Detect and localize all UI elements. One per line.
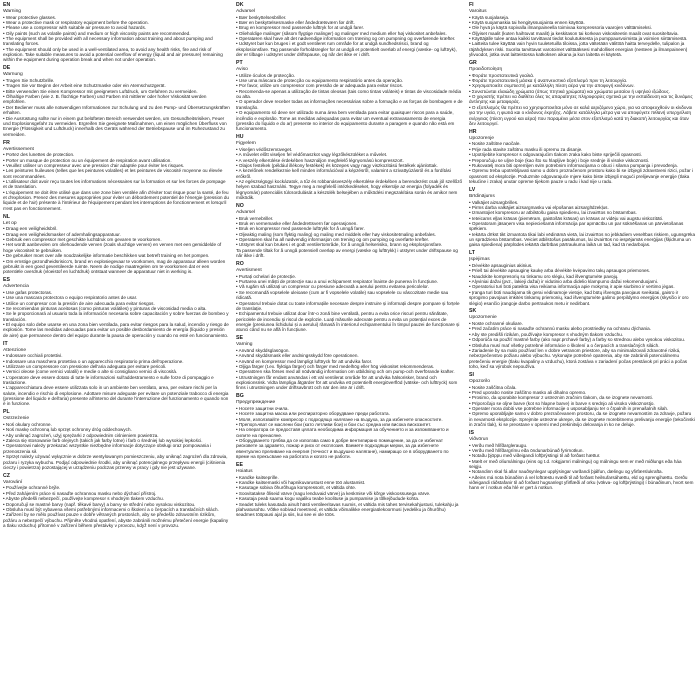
column-left [3,3,230,532]
warning-bullet: • Ο χειριστής πρέπει να διαθέτει όλες τις απαραίτητες πληροφορίες σχετικά με την εκπαίδευση και τις δυνάμεις άντλησης και μεταφοράς. [469,94,693,105]
warning-heading: Warning [3,8,22,14]
warning-bullet: • Die Ausrüstung sollte nur in einem gut belüfteten Bereich verwendet werden, um Gesundheitsrisiken, Feuer und Explosionsgefahr zu vermeiden. Ergreifen Sie geeignete Maßnahmen, um einen möglichen Überfluss von Energie (Flüssigkeit und Luftdruck) innerhalb des Geräts während der Betriebspause und im Ruhezustand zu vermeiden. [3,115,227,137]
language-code: FR [3,139,10,146]
warning-bullet: • Preporučuju se uljne boje (kao što su hlapljive boje) i boje srednje ili visoke viskoznosti. [469,157,650,163]
language-code: IT [3,340,8,347]
warning-bullet: • Operatören ska förses med all nödvändig information om utbildning och om pump-och överförande krafter. [236,369,455,375]
warning-bullet: • Käyttäjälle tulee antaa kaikki tarvittavat tiedot koulutuksesta ja pumppausvoimista ja voimien siirtämisestä. [469,36,688,42]
warning-bullet: • Utilize óculos de protecção. [236,72,296,78]
language-section-si [469,373,696,427]
column-middle [236,3,463,521]
warning-bullet: • Utrustningen får endast användas i ett väl ventilerat område för att undvika hälsorisker, brand och explosionsrisk. Vidta lämpliga åtgärder för att undvika ett potentiellt energiöverflöd (vätske- och lufttryck) som finns i utrustningen under driftsavbrott och när den inte är i drift. [236,374,458,391]
warning-bullet: • Indossare occhiali protettivi. [3,353,63,359]
warning-bullet: • Draag een veiligheidsmasker of ademhalingsapparatuur. [3,231,121,237]
warning-heading: Let op [3,220,17,226]
warning-bullet: • Noś maskę ochronną lub sprzęt ochronny dróg oddechowych. [3,427,132,433]
warning-bullet: • Operatøren skal have alt det nødvendige information om træning og om pumpning og overførende kræfter. [236,36,456,42]
warning-bullet: • O equipamento só deve ser utilizado numa área bem ventilada para evitar quaisquer riscos para a saúde, incêndio e explosão. Tome as medidas adequadas para evitar um eventual extravasamento de energia (pressão do líquido e do ar) presente no interior do equipamento durante a paragem e quando não está em funcionamento. [236,110,455,132]
warning-bullet: • Purtați ochelari de protecție. [236,273,297,279]
language-code: PL [3,409,10,416]
warning-bullet: • Bær beskyttelsesbriller. [236,14,287,20]
language-section-es [3,278,230,338]
warning-bullet: • Käytä suojamaskia tai hengityssuojainta ennen käyttöä. [469,19,585,25]
warning-bullet: • Φοράτε προστατευτική μάσκα ή αναπνευστικό εξοπλισμό πριν τη λειτουργία. [469,78,628,84]
warning-heading: Upozornenie [469,315,497,321]
warning-bullet: • Indossare una maschera protettiva o un apparecchio respiratorio prima dell'operazione. [3,358,184,364]
warning-bullet: • Zaleca się stosowanie farb olejnych (takich jak farby lotne) i farb o średniej lub wysokiej lepkości. [3,438,203,444]
warning-heading: Aviso [236,67,248,73]
warning-bullet: • Nosite zaštitne naočale. [469,141,521,147]
language-section-en [3,3,230,63]
language-section-de [3,66,230,137]
warning-bullet: • Ieteicams eļļas krāsas (piemēram, gaistošās krāsas) un krāsas ar vidēju vai augstu viskozitāti. [469,215,664,221]
warning-bullet: • Bruk vernebriller. [236,215,274,221]
warning-bullet: • Naudokite kompresorių su tinkamu oro slėgiu, kad išvengtumėte pavojų. [469,273,619,279]
language-section-fr [3,141,230,212]
warning-bullet: • Porter un masque de protection ou un équipement de respiration avant utilisation. [3,157,172,163]
warning-bullet: • Verðu með hlífðargleraugu. [469,442,528,448]
warning-bullet: • Opremo uporabljajte samo v dobro prezračevanem prostoru, da se izognete nevarnostim za zdravje, požaru in nevarnosti eksplozije. Sprejmite ustrezne ukrepe, da se izognete morebitnemu prelivanju energije (tekočinski in zračni tlak), ki se preostane v opremi med prekinitvijo delovanja in ko ne deluje. [469,411,695,428]
warning-bullet: • Φοράτε προστατευτικά γυαλιά. [469,72,535,78]
warning-bullet: • Operatøren skal ha all nødvendig informasjon om trening og om pumping og overførte krefter. [236,237,430,243]
warning-bullet: • Het wordt aanbevolen om oliehoudende verven (zoals vluchtige verven) en verven met een gemiddelde of hoge viscositeit te gebruiken. [3,242,222,253]
warning-bullet: • Les peintures huileuses (telles que les peintures volatiles) et les peintures de viscosité moyenne ou élevée sont recommandées. [3,168,223,179]
warning-bullet: • Use gafas protectoras. [3,289,53,295]
language-section-fi [469,3,696,57]
warning-bullet: • L'operatore deve essere dotato di tutte le informazioni sull'addestramento e sulle forze di pompaggio e traslazione. [3,374,214,386]
warning-bullet: • O operador deve receber todas as informações necessárias sobre a formação e as forças de bombagem e de translação. [236,99,463,110]
warning-bullet: • Utilizzare un compressore con pressione dell'aria adeguata per evitare pericoli. [3,363,167,369]
warning-bullet: • Obsluha musí být vybavena všemi potřebnými informacemi o školení a o čerpacích a translačních silách. [3,506,219,512]
warning-heading: Advarsel [236,210,256,215]
language-code: CZ [3,472,10,479]
warning-bullet: • Συνιστώνται ελαιώδη χρώματα (όπως πτητικά χρώματα) και χρώματα μεσαίου ή υψηλού ιξώδους. [469,88,670,94]
warning-bullet: • Udstyret bør kun bruges i et godt ventileret rum område for at undgå sundhedsrisici, brand og eksplosionsfare. Tag passende forholdsregler for at undgå et potentielt overløb af energi (væske- og lufttryk), der er tilbage i udstyret under driftspause, og når det ikke er i drift. [236,41,457,58]
warning-bullet: • Prije rada stavite zaštitnu masku ili opremu za disanje. [469,146,583,152]
warning-bullet: • Notaðu þjöppu með viðeigandi loftþrýstingi til að forðast hættur. [469,453,601,459]
warning-bullet: • Noste ochranné okuliare. [469,321,523,327]
warning-bullet: • Om ernstige gezondheidsrisico's, brand en explosiegevaar te voorkomen, mag de apparatuur alleen worden gebruikt in een goed geventileerde ruimte. Neem de nodige maatregelen om te voorkomen dat er een potentiële overdruk (vloeistof en luchtdruk) ontstaat wanneer de apparatuur niet in werking is. [3,258,226,275]
language-section-lt [469,251,696,305]
warning-bullet: • Vă rugăm să utilizați un compresor cu presiune adecvată a aerului pentru evitarea pericolelor. [236,284,429,290]
language-code: SE [236,335,243,342]
warning-bullet: • Kasutaja peab saama kogu vajaliku teabe koolituse ja pumpamise ja tõlkejõudude kohta. [236,496,420,502]
warning-bullet: • Purtarea unei măști de protecție sau a unui echipament respirator înainte de punerea în funcțiune. [236,279,439,285]
warning-bullet: • Se recomandă vopselele uleioase (cum ar fi vopselele volatile) sau vopselele cu vâscozitate medie sau ridicată. [236,289,449,301]
warning-bullet: • De gebruiker moet over alle noodzakelijke informatie beschikken wat betreft training en het pompen. [3,253,210,259]
warning-bullet: • Pred začatím práce si nasaďte ochrannú masku alebo prostriedky na ochranu dýchania. [469,326,651,332]
warning-bullet: • Använd en kompressor med lämpligt lufttryck för att undvika faror. [236,358,373,364]
warning-bullet: • Brug en kompressor med passende lufttryk for at undgå farer. [236,25,365,31]
warning-bullet: • Zařízení by se mělo používat pouze v dobře větraných prostorách, aby se předešlo zdravotním rizikům, požáru a nebezpečí výbuchu. Přijměte vhodná opatření, abyste zabránili možnému přetečení energie (kapaliny a tlaku vzduchu) přítomné v zařízení během přestávky v provozu, když není v provozu. [3,512,229,528]
warning-bullet: • Se recomiendan pinturas aceitosas (como pinturas volátiles) y pinturas de viscosidad media o alta. [3,305,207,311]
language-code: DE [3,65,11,72]
warning-heading: Attenzione [3,347,27,353]
warning-bullet: • L'équipement ne doit être utilisé que dans une zone bien ventilée afin d'éviter tout risque pour la santé, de feu et d'explosion. Prenez des mesures appropriées pour éviter un débordement potentiel de l'énergie (pression du liquide et de l'air) présente à l'intérieur de l'équipement pendant les interruptions de fonctionnement et lorsqu'il n'est pas en fonctionnement. [3,189,229,211]
warning-bullet: • Χρησιμοποιείτε συμπιεστή με κατάλληλη πίεση αέρα για την αποφυγή κινδύνων. [469,83,635,89]
warning-bullet: • Opremu treba upotrebljavati samo u dobro prozračenom prostoru kako bi se izbjegli zdravstveni rizici, požar i opasnost od eksplozije. Poduzmite odgovarajuće mjere kako biste izbjegli mogući prelijevanje energije (tlaka tekućine i zraka) unutar opreme tijekom pauze u radu i kad nije u radu. [469,168,693,184]
safety-warnings-page [3,3,697,697]
language-code: NO [236,203,244,210]
warning-bullet: • Soovitatakse õliseid värve (nagu lenduvaid värve) ja keskmise või kõrge viskoossusega värve. [236,490,431,496]
warning-heading: Figyelem [236,141,256,147]
warning-heading: Warnung [3,72,23,78]
language-code: FI [469,2,474,8]
warning-bullet: • The equipment should only be used in a well-ventilated area, to avoid any health risks, fire and risk of explosion. Take suitable measures to avoid a potential overflow of energy (liquid and air pressure) remaining within the equipment during operation break and when not under operation. [3,46,223,63]
warning-heading: Varování [3,479,23,485]
warning-bullet: • Nosite zaščitna očala. [469,384,517,390]
language-section-ee [236,463,463,517]
warning-heading: Opozorilo [469,378,490,384]
warning-bullet: • Recomenda-se apenas a utilização de tintas oleosas (tais como tintas voláteis) e tintas de viscosidade média ou alta. [236,88,462,100]
warning-bullet: • El equipo solo debe usarse en una zona bien ventilada, para evitar riesgos para la salud, incendio y riesgo de explosión. Tome las medidas adecuadas para evitar un posible desbordamiento de energía (líquido y presión de aire) que permanece dentro del equipo durante la pausa de operación y cuando no esté en funcionamiento. [3,321,229,338]
language-section-bg [236,394,463,459]
warning-bullet: • Använd skyddsmask eller andningsskydd före operationen. [236,353,359,359]
warning-heading: Avertisment [236,268,262,274]
warning-heading: Προειδοποίηση [469,67,503,73]
warning-bullet: • Operatoram jāsaņem visa nepieciešamā informācija par apmācību un par sūknēšanas un pārvietošanas spēkiem. [469,221,684,232]
warning-bullet: • Bruk en vernemaske eller åndedrettsvern før operasjonen. [236,221,358,226]
language-code: IS [469,429,474,436]
warning-heading: Varoitus [469,8,487,14]
language-section-gr [469,61,696,126]
warning-bullet: • Dėvėkite apsauginius akinius. [469,263,533,268]
language-code: DK [236,2,244,8]
warning-bullet: • Aðeins má nota búnaðinn á vel loftræstu svæði til að forðast heilsufarsáhættu, eld og sprengihættu. Gerðu viðeigandi ráðstafanir til að forðast hugsanlegt yfirflæði af orku (vökva- og loftþrýstingi) í búnaðinum, hvort sem hann er í notkun eða hlé er gert á notkun. [469,474,694,491]
warning-bullet: • Prosimo, da uporabite kompresor z ustreznim zračnim tlakom, da se izognete nevarnosti. [469,395,653,401]
warning-bullet: • На оператора се предоставя цялата необходима информация за обучението и за изпомпването и силите на пренасяне. [236,427,449,438]
warning-bullet: • Bær en beskyttelsesmaske eller åndedrætsværn før drift. [236,19,355,25]
language-section-it [3,342,230,407]
warning-bullet: • Mælt er með olíumálningu (eins og t.d. rokgjarnri málningu) og málningu sem er með miðlungs eða háa seigju. [469,458,682,470]
warning-heading: Hoiatus [236,469,253,475]
warning-bullet: • Der Bediener muss alle notwendigen Informationen zur Schulung und zu den Pump- und Übersetzungskräften erhalten. [3,104,230,116]
warning-bullet: • Verðu með hlífðargrímu eða öndunarbúnað fyrirnotkun. [469,447,584,453]
warning-bullet: • Tragen Sie vor Beginn der Arbeit eine Schutzmaske oder ein Atemschutzgerät. [3,83,166,89]
language-code: PT [236,60,243,67]
warning-heading: Ostrzeżenie [3,416,30,422]
language-section-nl [3,215,230,275]
warning-bullet: • Priporočajo se oljne barve (kot so hlapne barve) in barve s srednjo ali visoko viskoznostjo. [469,400,655,406]
warning-bullet: • Portez des lunettes de protection. [3,152,75,158]
warning-bullet: • Upotrijebite kompresor s odgovarajućim tlakom zraka kako biste spriječili opasnosti. [469,152,642,158]
warning-bullet: • Носете защитни очила. [236,405,289,411]
language-code: SI [469,371,474,378]
warning-bullet: • L'utilisateur doit avoir reçu toutes les informations nécessaires sur la formation et sur les forces de pompage et de translation. [3,179,226,190]
warning-heading: Varning [236,342,253,348]
warning-bullet: • Operater mora dobiti vse potrebne informacije o usposabljanju ter o črpalnih in prenašalnih silah. [469,405,669,411]
warning-bullet: • The equipment shall be provided with all necessary information about training and about pumping and translating forces. [3,36,213,47]
warning-bullet: • Operatoriui turi būti pateikta visa reikiama informacija apie mokymą ir apie siurbimo ir vertimo jėgas. [469,284,675,290]
warning-bullet: • Use uma máscara de protecção ou equipamento respiratório antes da operação. [236,78,404,84]
warning-bullet: • Utstyret skal kun brukes i et godt ventilertområde, for å unngå helserisiko, brann og eksplosjonsfare. [236,242,443,248]
warning-bullet: • Pirms darba valkājiet aizsargmasku vai elpošanas aizsarglīdzekļus. [469,204,609,210]
warning-bullet: • Kasutage sobiva õhurõhuga kompressorit, et vältida ohte. [236,485,357,491]
warning-bullet: • Veuillez utiliser un compresseur avec une pression d'air adaptée pour éviter les risques. [3,162,185,168]
warning-bullet: • Abyste předešli nebezpečí, používejte kompresor s vhodným tlakem vzduchu. [3,496,164,502]
warning-bullet: • A kezelőnek rendelkeznie kell minden információval a képzésről, valamint a szivattyúzásról és a fordítási erőkről. [236,168,451,179]
language-code: EE [236,462,243,469]
warning-bullet: • Izmantojiet kompresoru ar atbilstošu gaisa spiedienu, lai izvairītos no bīstamības. [469,210,637,216]
language-code: EN [3,2,11,8]
language-code: GR [469,60,477,67]
language-code: HR [469,128,477,135]
warning-heading: Avertissement [3,146,34,152]
warning-bullet: • Před zahájením práce si nasaďte ochrannou masku nebo dýchací přístroj. [3,490,157,496]
language-section-pt [236,61,463,132]
warning-bullet: • Obsluha musí mať všetky potrebné informácie o školení a o čerpacích a translačných silách. [469,342,660,348]
warning-bullet: • A veszély elkerülése érdekében használjon megfelelő légnyomású kompresszort. [236,157,404,163]
language-section-pl [3,410,230,470]
warning-bullet: • A művelet előtt viseljen fel védőmaszkot vagy légzőkészüléket a művelet. [236,152,388,158]
warning-bullet: • Носете защитна маска или респираторно оборудване преди работата. [236,411,390,417]
warning-bullet: • Sprzęt należy używać wyłącznie w dobrze wentylowanym pomieszczeniu, aby uniknąć zagrożeń dla zdrowia, pożaru i ryzyka wybuchu. Podjąć odpowiednie środki, aby uniknąć potencjalnego przepływu energii (ciśnienia cieczy i powietrza) pozostającej w urządzeniu podczas przerwy w pracy i gdy nie jest używane. [3,454,228,470]
language-code: ES [3,277,10,284]
warning-bullet: • Kandke kaitsemaski või hapnikuvarustust enne töö alustamist. [236,480,366,486]
warning-bullet: • Kandke kaitseprille. [236,474,279,480]
warning-bullet: • Препоръчват се маслени бои (като летливи бои) и бои със средна или висока вискозитет. [236,422,432,428]
warning-bullet: • Vernici oleose (come vernici volatili) e medie o alte si consigliano vernici di viscosità. [3,369,178,375]
warning-bullet: • Echipamentul trebuie utilizat doar într-o zonă bine ventilată, pentru a evita orice riscuri pentru sănătate, pericolele de incendiu și riscul de explozie. Luați măsurile adecvate pentru a evita un potențial exces de energie (presiunea lichidului și a aerului) rămasă în interiorul echipamentului în timpul pauzei de funcționare și atunci când nu se află în funcțiune. [236,311,460,333]
warning-bullet: • Oily paints (such as volatile paints) and medium or high viscosity paints are recommended. [3,30,191,36]
warning-bullet: • Aby ste predišli rizikám, používajte kompresor s vhodným tlakom vzduchu. [469,331,624,337]
warning-bullet: Ta passende tiltak for å unngå potensiell overløp av energi (væske og lufttrykk) i utstyret under driftspause og når ikke i drift. [236,247,458,259]
language-code: BG [236,393,244,400]
language-code: LV [469,186,476,193]
language-code: LT [469,250,475,257]
warning-bullet: • Wear a protective mask or respiratory equipment before the operation. [3,19,149,25]
warning-heading: Advarsel [236,8,256,14]
warning-bullet: • Käytä suojalaseja. [469,14,510,20]
language-section-is [469,431,696,491]
warning-bullet: • Iekārta drīkst tikt izmantota tikai labi vēdināmā vietā, lai izvairītos no jebkādiem veselības riskiem, ugunsgrēka un sprādziena bīstamības. Veiciet atbilstošus pasākumus, lai izvairītos no iespējamās enerģijas (šķidruma un gaisa spiediena) pārplūdes iekārtā darbības pārtraukuma laikā un tad, kad tā nedarbojas. [469,231,696,248]
warning-bullet: • Pred uporabo nosite zaščitno masko ali dihalno opremo. [469,389,587,395]
language-section-hr [469,130,696,184]
warning-bullet: • Noś okulary ochronne. [3,422,52,428]
warning-bullet: • Моля, използвайте компресор с подходящо налягане на въздуха, за да избегнете опасностите. [236,416,443,422]
warning-heading: Viðvörun [469,436,489,442]
warning-bullet: • Draag een veiligheidsbril. [3,226,58,232]
warning-bullet: • Öljyiset maalit (kuten haihtuvat maalit) ja keskitason tai korkean viskositeetin maalit ovat suositeltavia. [469,30,679,36]
warning-heading: Advertencia [3,284,29,290]
warning-bullet: • Utilice un compresor con la presión de aire adecuada para evitar riesgos. [3,300,155,306]
warning-bullet: • Bitte verwenden Sie einen Kompressor mit geeignetem Luftdruck, um Gefahren zu vermeiden. [3,88,198,94]
language-section-cz [3,474,230,528]
warning-bullet: • Valkājiet aizsargbrilles. [469,199,519,205]
language-section-sk [469,309,696,369]
warning-bullet: • Rukovatelj mora biti opremljen svim potrebnim informacijama o obuci i silama pumpanja i prevođenja. [469,162,678,168]
warning-bullet: • Operatorul trebuie dotat cu toate informațiile necesare despre instruire și informații despre pompare și forțele de translație. [236,300,460,311]
warning-bullet: • Odporúča sa použiť mastné farby (ako napr.prchavé farby) a farby so strednou alebo vysokou viskozitou. [469,337,686,343]
warning-bullet: • Gebruik een compressor met geschikte luchtdruk om gevaren te voorkomen. [3,237,162,243]
warning-bullet: • L'apparecchiatura deve essere utilizzata solo in un ambiente ben ventilato, area, per evitare rischi per la salute, incendio e rischio di esplosione. Adottare misure adeguate per evitare un potenziale trabocco di energia (pressione del liquido e dell'aria) presente all'interno del durante l'interruzione del funzionamento e quando non è in funzione. [3,385,229,407]
warning-bullet: • Doporučují se mastné barvy (např. těkavé barvy) a barvy se střední nebo vysokou viskozitou. [3,501,196,507]
warning-heading: Įspėjimas [469,257,490,263]
warning-bullet: • Оборудването трябва да се използва само в добре вентилирано помещение, за да се избегнат рисковете за здравето, пожар и риск от експлозия. Вземете подходящи мерки, за да избегнете евентуално преливане на енергия (течност и въздушно налягане), намиращо се в оборудването по време на прекъсване на работата и когато не работи. [236,438,449,460]
warning-bullet: • Por favor, utilize um compressor com pressão de ar adequada para evitar riscos. [236,83,404,89]
warning-bullet: • Use una mascara protectora o equipo respiratorio antes de usar. [3,295,138,301]
warning-bullet: • Wear protective glasses. [3,14,57,20]
warning-bullet: • Bruk en kompressor med passende lufttrykk for å unngå farer. [236,226,365,232]
language-section-se [236,336,463,390]
warning-bullet: • Seadet tuleks kasutada ainult hästi ventileeritavas ruumis, et vältida mis tahes tervisekahjustusi, tulekahju ja plahvatusohtu. Võtke sobivad meetmed, et vältida võimalikke energiaülekoormusi (vedeliku ja õhurõhu) seadmes tööpausi ajal ja siis, kui see ei ole töös. [236,501,459,518]
warning-bullet: • Oljeaktig maling (som flyktig maling) og maling med middels eller høy viskositetmaling anbefales. [236,231,436,237]
warning-bullet: • Notandinn skal fá allar nauðsynlegar upplýsingar varðandi þjálfun, dælingu og yfirfærslukrafta. [469,469,663,475]
warning-heading: Brīdinājums [469,193,495,199]
warning-bullet: • Používejte ochranné brýle. [3,485,61,491]
language-section-lv [469,188,696,248]
language-code: NL [3,213,10,220]
warning-bullet: • Oljiga färger (t.ex. flyktiga färger) och färger med medelhög eller hög viskositet rekommenderas. [236,363,435,369]
warning-bullet: • Viseljen védőszemüveget. [236,146,293,152]
warning-bullet: • Prieš tai dėvėkite apsauginę kaukę arba dėvėkite kvėpavimo takų apsaugos priemones. [469,268,651,274]
warning-bullet: • Operatorowi należy przekazać wszystkie niezbędne informacje dotyczące obsługi oraz pompowania i przenoszenia sił. [3,443,212,454]
warning-bullet: • Olajos festékek (például illékony festékek) és közepes vagy nagy viszkozitású festékek ajánlottak. [236,162,438,168]
warning-bullet: • Az egészségügyi kockázatok, a tűz és robbanásveszély elkerülése érdekében a berendezést csak jól szellőző helyen szabad használni. Tegye meg a megfelelő intézkedéseket, hogy elkerülje az energia (folyadék és légnyomás) potenciális túlcsordulását a készülék belsejében a működési megszakítása során és amikor nem működik. [236,179,463,201]
warning-bullet: • Please use a compressor with suitable air pressure to avoid hazards. [3,25,147,31]
language-code: SK [469,308,477,315]
warning-bullet: • Se le proporcionará al usuario toda la información necesaria sobre capacitación y sobre fuerzas de bombeo y translación. [3,311,229,322]
warning-bullet: • Ο εξοπλισμός θα πρέπει να χρησιμοποιείται μόνο σε καλά αεριζόμενο χώρο, για να αποφευχθούν οι κίνδυνοι για την υγεία, η φωτιά και ο κίνδυνος έκρηξης. Λάβετε κατάλληλα μέτρα για να αποφύγετε πιθανή υπερχείλιση ενέργειας (πίεση υγρού και αέρα) που παραμένει μέσα στον εξοπλισμό κατά τη διακοπή λειτουργίας και όταν δεν λειτουργεί. [469,104,693,126]
language-code: RO [236,261,244,268]
language-section-ro [236,262,463,333]
language-section-no [236,204,463,258]
language-code: HU [236,134,244,141]
language-section-hu [236,135,463,200]
warning-bullet: • Aby uniknąć zagrożeń, użyj sprężarki z odpowiednim ciśnieniem powietrza. [3,432,159,438]
warning-bullet: • Ole hyvä ja käytä sopivalla ilmanpaineella toimivaa kompressoria vaarojen välttämiseksi. [469,25,652,31]
warning-heading: Upozorenje [469,135,495,141]
warning-bullet: • Laitteita tulee käyttää vain hyvin tuuletetuilla tiloissa, jotta vältetään välittöä haitta terveydelle, tulipalon ja räjähdyksen riski. Suorita tarvittavat varotoimet välttääksesi mahdolliset energian (nesteen ja ilmanpaineen) ylivuodot, jotka ovat laitteistossa katkoksen aikana ja kun laitetta ei käytetä. [469,41,688,58]
warning-bullet: • Zariadenie by sa malo používať len v dobre vetranom priestore, aby sa minimalizovali zdravotné riziká, nebezpečenstvo požiaru alebo výbuchu. Vykonajte potrebné opatrenia, aby ste zabránili potenciálnemu pretečeniu energie (tlaku kvapaliny a vzduchu), ktorá zostáva v zariadení počas prestávok pri práci a počas toho, keď sa výrobok nepoužíva. [469,347,688,369]
language-section-dk [236,3,463,57]
warning-bullet: • Olieholdige malinger (såsom flygtige malinger) og malinger med medium eller høj viskositet anbefales. [236,30,447,36]
warning-bullet: • Įranga turi būti naudojama tik gerai vėdinamoje vietoje, kad būtų išvengta pavojaus sveikatai, gaisro ir sprogimo pavojaus imkitės tinkamų priemonių, kad išvengtumėte galimo perpildymo energijos (skysčio ir oro slėgio) esančio įrangoje darbo pertraukos metu ir nedirbant. [469,289,689,306]
warning-bullet: • Ölhaltige Farben (wie z. B. flüchtige Farben) und Farben mit mittlerer oder hoher Viskosität werden empfohlen. [3,94,207,105]
warning-bullet: • Använd skyddsglasögon. [236,347,290,353]
warning-heading: Предупреждение [236,400,276,406]
warning-bullet: • Alyviniai dažai (pvz., lakieji dažai) ir vidutinio arba didelio klampumo dažai rekomenduojami. [469,279,659,285]
warning-bullet: • Tragen Sie Schutzbrille. [3,78,55,84]
column-right [469,3,696,494]
